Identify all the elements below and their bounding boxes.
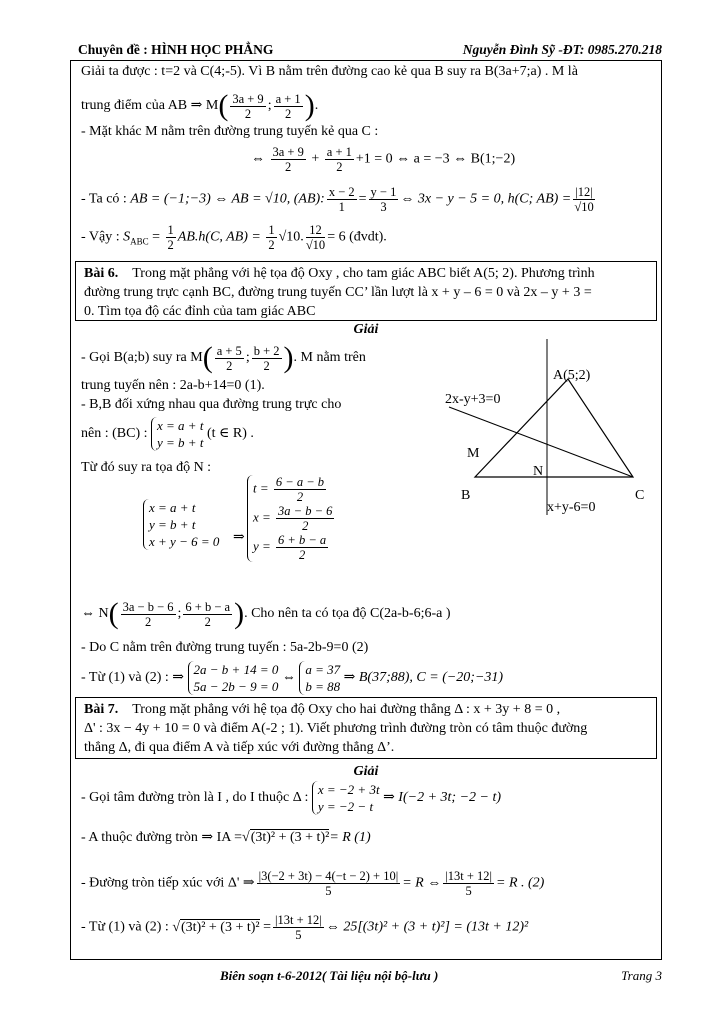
- text-line: Giải ta được : t=2 và C(4;-5). Vì B nằm trên đường cao kẻ qua B suy ra B(3a+7;a) . M là: [81, 64, 578, 79]
- equation-system: x = a + t y = b + t x + y − 6 = 0: [143, 499, 219, 550]
- header-author: Nguyễn Đình Sỹ -ĐT: 0985.270.218: [462, 42, 662, 57]
- equation: - A thuộc đường tròn ⇒ IA =√ (3t)² + (3 + t)²= R (1): [81, 829, 371, 847]
- header-topic: Chuyên đề : HÌNH HỌC PHẲNG: [78, 42, 274, 57]
- content-frame: [70, 60, 662, 960]
- solution-heading: Giải: [353, 764, 379, 779]
- equation: - Vậy : $S_{ABC}$ = $\frac{1}{2}$ AB.h(C, AB) = $\frac{1}{2}$ √10. $\frac{12}{√10}$ = 6 (đvdt).: [81, 223, 387, 252]
- text-line: - Gọi B(a;b) suy ra M( $\frac{a + 5}{2}$ ; $\frac{b + 2}{2}$ ). M nằm trên: [81, 341, 366, 374]
- equation: - Từ (1) và (2) : ⇒ 2a − b + 14 = 0 5a − 2b − 9 = 0 ⇔ a = 37 b = 88 ⇒ B(37;88), C = (−20;−31): [81, 662, 504, 694]
- label-c: C: [635, 488, 645, 503]
- text-line: trung điểm của AB ⇒ M( $\frac{3a + 9}{2}$ ; $\frac{a + 1}{2}$ ).: [81, 89, 319, 122]
- text-line: - Mặt khác M nằm trên đường trung tuyến kẻ qua C :: [81, 124, 379, 139]
- label-line-bisector: x+y-6=0: [547, 500, 596, 515]
- text-line: - B,B đối xứng nhau qua đường trung trực cho: [81, 397, 342, 412]
- triangle-figure: [443, 339, 653, 519]
- label-b: B: [461, 488, 471, 503]
- label-a: A(5;2): [553, 368, 591, 383]
- page-number: Trang 3: [621, 968, 662, 983]
- footer-note: Biên soạn t-6-2012( Tài liệu nội bộ-lưu ): [220, 968, 439, 983]
- equation: - Ta có : AB = (−1;−3) ⇔ AB = √10, (AB): $\frac{x - 2}{1}$ = $\frac{y - 1}{3}$ ⇔ 3x − y − 5 = 0, h(C; AB) = $\frac{|12|}{√10}$: [81, 185, 594, 214]
- implies: ⇒: [233, 530, 245, 545]
- equation-system: t = $\frac{6 - a - b}{2}$ x = $\frac{3a - b - 6}{2}$ y = $\frac{6 + b - a}{2}$: [247, 475, 336, 562]
- problem-6-statement: Bài 6. Trong mặt phẳng với hệ tọa độ Oxy , cho tam giác ABC biết A(5; 2). Phương trình đường trung trực cạnh BC, đường trung tuyến CC’ lần lượt là x + y – 6 = 0 và 2x – y + 3 = 0. Tìm tọa độ các đỉnh của tam giác ABC: [75, 261, 657, 321]
- equation: - Gọi tâm đường tròn là I , do I thuộc Δ : x = −2 + 3t y = −2 − t ⇒ I(−2 + 3t; −2 − t): [81, 782, 502, 814]
- page-header: [78, 42, 662, 60]
- equation: ⇔ N( $\frac{3a - b - 6}{2}$ ; $\frac{6 + b - a}{2}$ ). Cho nên ta có tọa độ C(2a-b-6;6-a ): [81, 597, 451, 630]
- label-n: N: [533, 464, 544, 479]
- equation: ⇔ $\frac{3a + 9}{2}$ + $\frac{a + 1}{2}$ +1 = 0 ⇔ a = −3 ⇔ B(1;−2): [251, 145, 516, 174]
- solution-heading: Giải: [353, 322, 379, 337]
- problem-7-statement: Bài 7. Trong mặt phẳng với hệ tọa độ Oxy cho hai đường thẳng Δ : x + 3y + 8 = 0 , Δ' : 3x − 4y + 10 = 0 và điểm A(-2 ; 1). Viết phương trình đường tròn có tâm thuộc đường thẳng Δ, đi qua điểm A và tiếp xúc với đường thẳng Δ’.: [75, 697, 657, 759]
- label-line-median: 2x-y+3=0: [445, 392, 501, 407]
- equation: - Từ (1) và (2) : √ (3t)² + (3 + t)² = $\frac{|13t + 12|}{5}$ ⇔ 25[(3t)² + (3 + t)²] = (13t + 12)²: [81, 913, 528, 942]
- equation: nên : (BC) : x = a + t y = b + t (t ∈ R) .: [81, 418, 254, 450]
- text-line: - Do C nằm trên đường trung tuyến : 5a-2b-9=0 (2): [81, 640, 369, 655]
- equation: - Đường tròn tiếp xúc với Δ' ⇒ $\frac{|3(-2 + 3t) - 4(-t - 2) + 10|}{5}$ = R ⇔ $\frac{|13t + 12|}{5}$ = R . (2): [81, 869, 545, 898]
- label-m: M: [467, 446, 480, 461]
- text-line: Từ đó suy ra tọa độ N :: [81, 460, 212, 475]
- text-line: trung tuyến nên : 2a-b+14=0 (1).: [81, 378, 265, 393]
